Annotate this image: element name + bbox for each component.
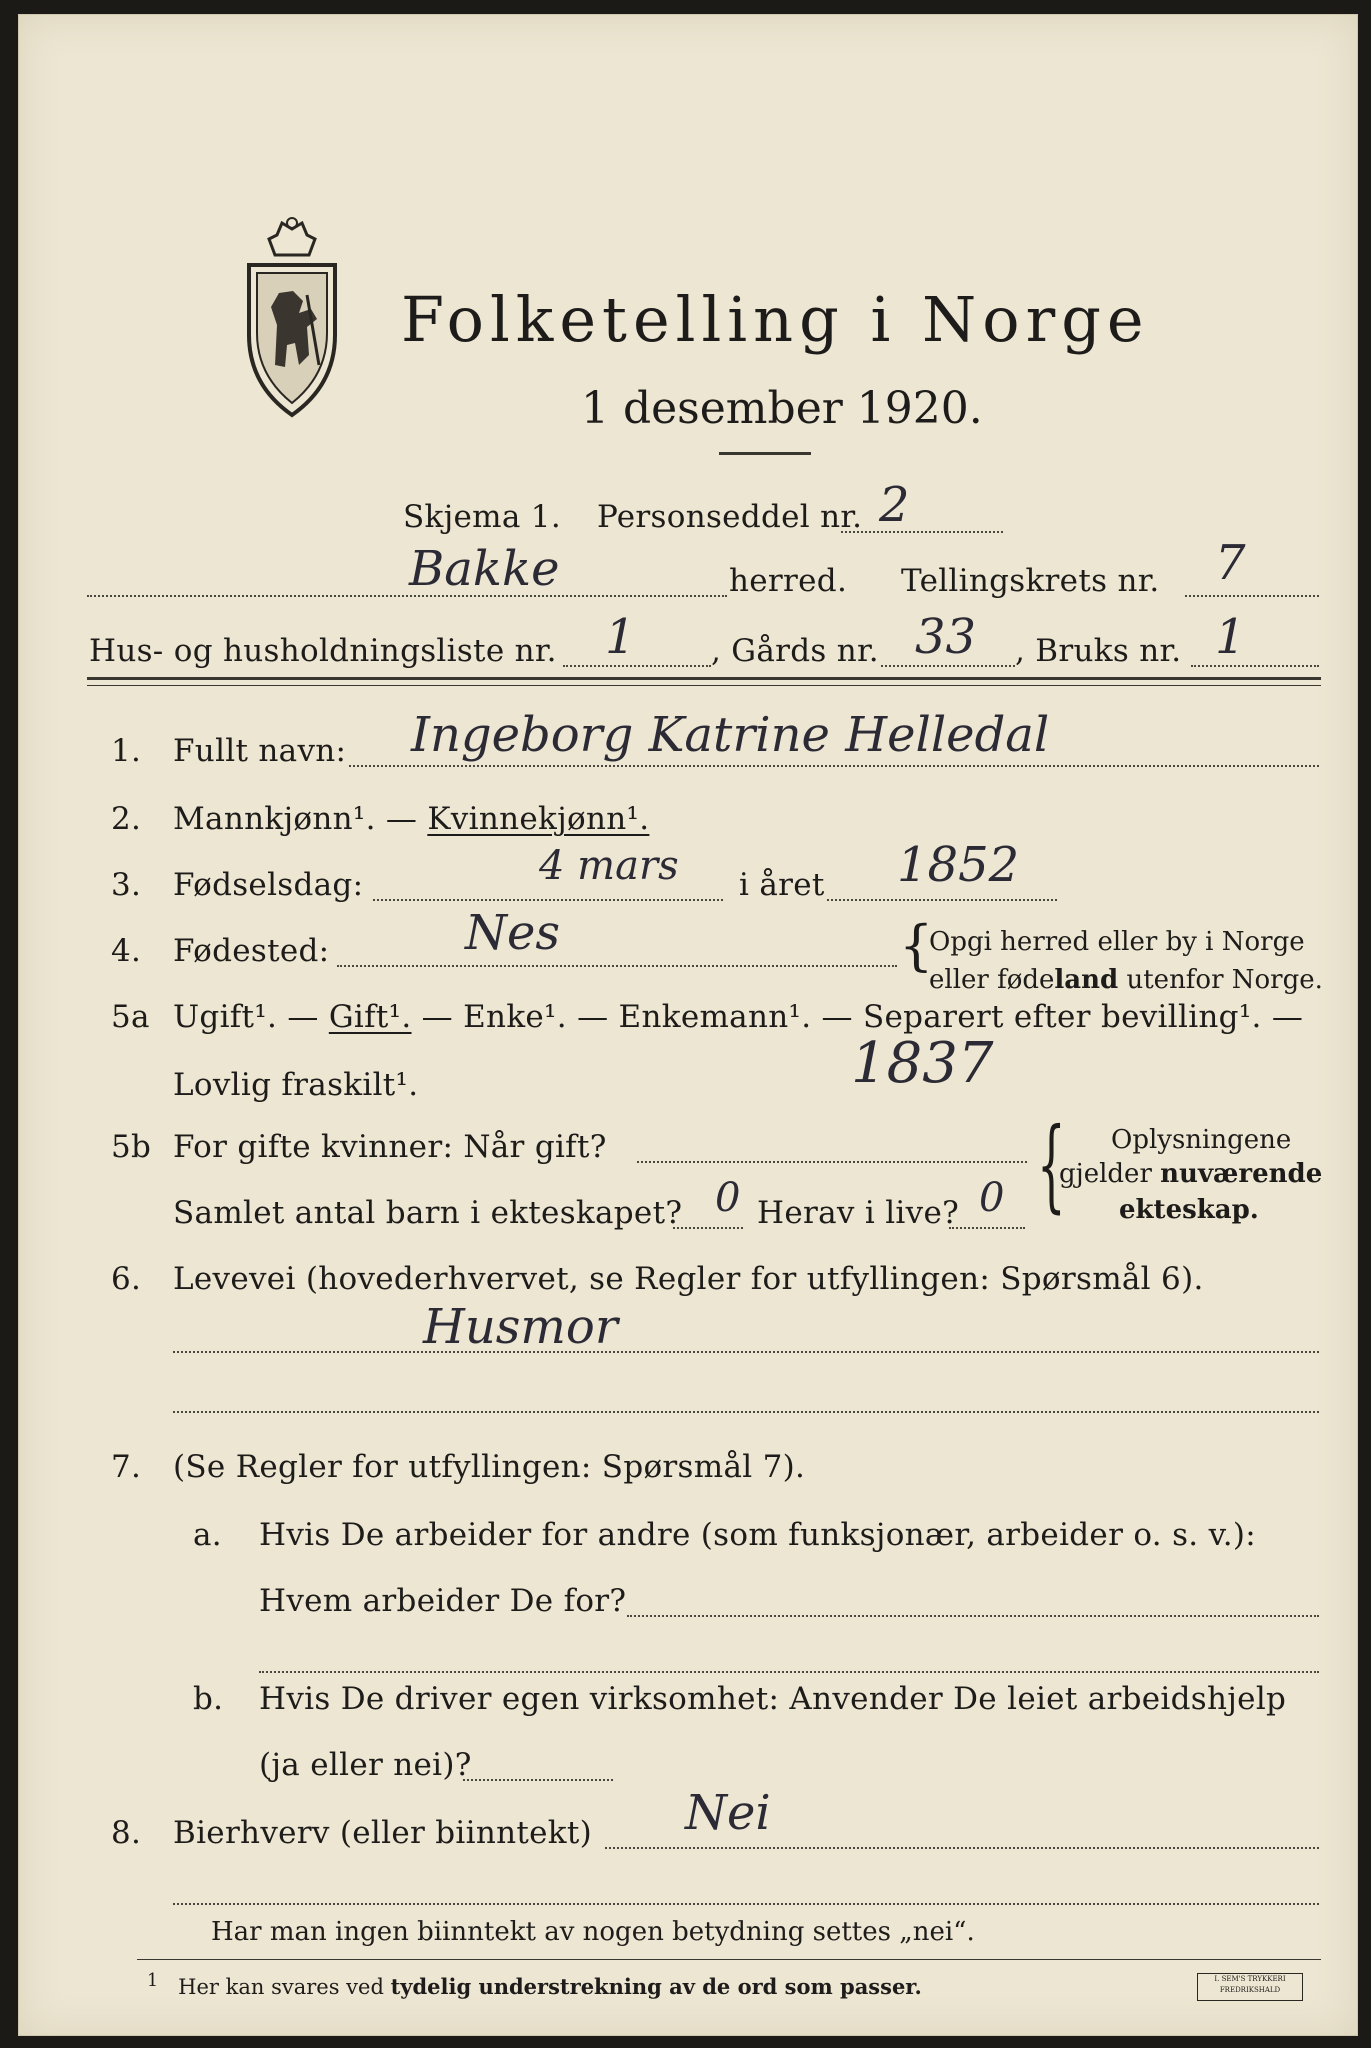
tellingskrets-value: 7 [1215, 535, 1246, 591]
occupation-field-line2[interactable] [173, 1411, 1319, 1413]
printer-name: I. SEM'S TRYKKERI [1214, 1975, 1286, 1983]
q2-gender-line [173, 801, 649, 837]
birth-year-value: 1852 [897, 837, 1020, 893]
gift-option-selected[interactable]: Gift¹. [328, 999, 412, 1035]
q7a-label: Hvis De arbeider for andre (som funksjonær, arbeider o. s. v.): [259, 1517, 1257, 1553]
husholdningsliste-field[interactable] [563, 665, 711, 667]
when-married-field[interactable] [637, 1161, 1027, 1163]
q7b-label: Hvis De driver egen virksomhet: Anvender De leiet arbeidshjelp [259, 1681, 1287, 1717]
q7a-letter: a. [193, 1517, 222, 1553]
header-rule [87, 677, 1321, 680]
birthday-field[interactable] [373, 899, 723, 901]
occupation-field-line1[interactable] [173, 1351, 1319, 1353]
q5b-note-c: ekteskap. [1119, 1195, 1259, 1225]
q4-note-line1: Opgi herred eller by i Norge [929, 927, 1305, 957]
ugift-option[interactable]: Ugift¹. [173, 999, 278, 1035]
bruks-label: , Bruks nr. [1015, 633, 1182, 669]
census-form-page [18, 14, 1358, 2036]
herred-field[interactable] [87, 595, 727, 597]
q4-note-b: land [1054, 965, 1119, 995]
side-income-field-line2[interactable] [173, 1903, 1319, 1905]
q1-number: 1. [111, 733, 142, 769]
footnote-marker: 1 [147, 1971, 159, 1991]
husholdningsliste-label: Hus- og husholdningsliste nr. [89, 633, 557, 669]
hired-help-label: (ja eller nei)? [259, 1747, 472, 1783]
form-title: Folketelling i Norge [401, 283, 1150, 356]
q6-number: 6. [111, 1261, 142, 1297]
personseddel-label: Personseddel nr. [597, 499, 863, 535]
gards-field[interactable] [881, 665, 1015, 667]
q4-label: Fødested: [173, 933, 330, 969]
other-marital-options[interactable]: — Enke¹. — Enkemann¹. — Separert efter bevilling¹. — [411, 999, 1304, 1035]
year-label: i året [739, 867, 825, 903]
handwritten-year-note: 1837 [851, 1031, 994, 1096]
q3-label: Fødselsdag: [173, 867, 364, 903]
q1-label: Fullt navn: [173, 733, 347, 769]
herred-value: Bakke [409, 541, 560, 597]
q4-note-c: utenfor Norge. [1118, 965, 1323, 995]
children-alive-field[interactable] [949, 1227, 1025, 1229]
q5a-number: 5a [111, 999, 150, 1035]
birth-year-field[interactable] [827, 899, 1057, 901]
q6-label: Levevei (hovederhvervet, se Regler for utfyllingen: Spørsmål 6). [173, 1261, 1204, 1297]
q5b-note-line3 [1119, 1195, 1259, 1225]
q2-dash: — [375, 801, 428, 837]
footnote-text-b: tydelig understrekning av de ord som passer. [390, 1974, 922, 1999]
children-alive-label: Herav i live? [757, 1195, 960, 1231]
skjema-label: Skjema 1. [403, 499, 561, 535]
bruks-value: 1 [1215, 609, 1246, 665]
birthplace-value: Nes [465, 905, 561, 961]
full-name-value: Ingeborg Katrine Helledal [411, 707, 1050, 763]
census-date: 1 desember 1920. [581, 383, 983, 434]
children-count-value: 0 [715, 1175, 741, 1221]
tellingskrets-label: Tellingskrets nr. [901, 563, 1160, 599]
q4-note-a: eller føde [929, 965, 1055, 995]
children-count-field[interactable] [673, 1227, 743, 1229]
title-divider [719, 452, 811, 455]
q5b-note-b: nuværende [1160, 1159, 1323, 1189]
nei-instruction: Har man ingen biinntekt av nogen betydning settes „nei“. [211, 1917, 975, 1947]
printer-mark [1197, 1973, 1303, 2001]
gards-value: 33 [915, 609, 977, 665]
q5b-note-a: gjelder [1059, 1159, 1161, 1189]
tellingskrets-field[interactable] [1185, 595, 1319, 597]
marital-status-line [173, 999, 1303, 1035]
gards-label: , Gårds nr. [711, 633, 879, 669]
q5b-number: 5b [111, 1129, 152, 1165]
children-count-label: Samlet antal barn i ekteskapet? [173, 1195, 683, 1231]
personseddel-field[interactable] [841, 531, 1003, 533]
male-option[interactable]: Mannkjønn¹. [173, 801, 376, 837]
q7b-letter: b. [193, 1681, 224, 1717]
occupation-value: Husmor [423, 1299, 618, 1355]
side-income-value: Nei [685, 1785, 771, 1841]
q8-label: Bierhverv (eller biinntekt) [173, 1815, 593, 1851]
q5b-note-line1: Oplysningene [1111, 1125, 1292, 1155]
q4-number: 4. [111, 933, 142, 969]
birthplace-field[interactable] [337, 965, 897, 967]
side-income-field[interactable] [605, 1847, 1319, 1849]
when-married-label: For gifte kvinner: Når gift? [173, 1129, 607, 1165]
footer-rule [137, 1959, 1321, 1960]
footnote-text-a: Her kan svares ved [178, 1975, 391, 1999]
q4-brace: { [899, 914, 934, 977]
printer-city: FREDRIKSHALD [1219, 1986, 1281, 1994]
birthday-value: 4 mars [539, 843, 679, 889]
lovlig-fraskilt-option[interactable]: Lovlig fraskilt¹. [173, 1067, 419, 1103]
q8-number: 8. [111, 1815, 142, 1851]
herred-label: herred. [729, 563, 848, 599]
q7-number: 7. [111, 1449, 142, 1485]
personseddel-value: 2 [879, 477, 910, 533]
husholdningsliste-value: 1 [605, 609, 636, 665]
header-rule-thin [87, 685, 1321, 686]
children-alive-value: 0 [979, 1175, 1005, 1221]
employer-field-line2[interactable] [259, 1671, 1319, 1673]
norway-coat-of-arms-icon [237, 215, 347, 429]
q4-note-line2 [929, 965, 1323, 995]
q5a-sep: — [277, 999, 329, 1035]
employer-label: Hvem arbeider De for? [259, 1583, 627, 1619]
q7-label: (Se Regler for utfyllingen: Spørsmål 7). [173, 1449, 806, 1485]
full-name-field[interactable] [349, 765, 1319, 767]
q2-number: 2. [111, 801, 142, 837]
female-option-selected[interactable]: Kvinnekjønn¹. [427, 801, 650, 837]
hired-help-field[interactable] [463, 1779, 613, 1781]
footnote [147, 1971, 922, 1999]
q3-number: 3. [111, 867, 142, 903]
q5b-note-line2 [1059, 1159, 1322, 1189]
employer-field[interactable] [627, 1615, 1319, 1617]
bruks-field[interactable] [1191, 665, 1319, 667]
q5b-brace: { [1037, 1106, 1066, 1223]
